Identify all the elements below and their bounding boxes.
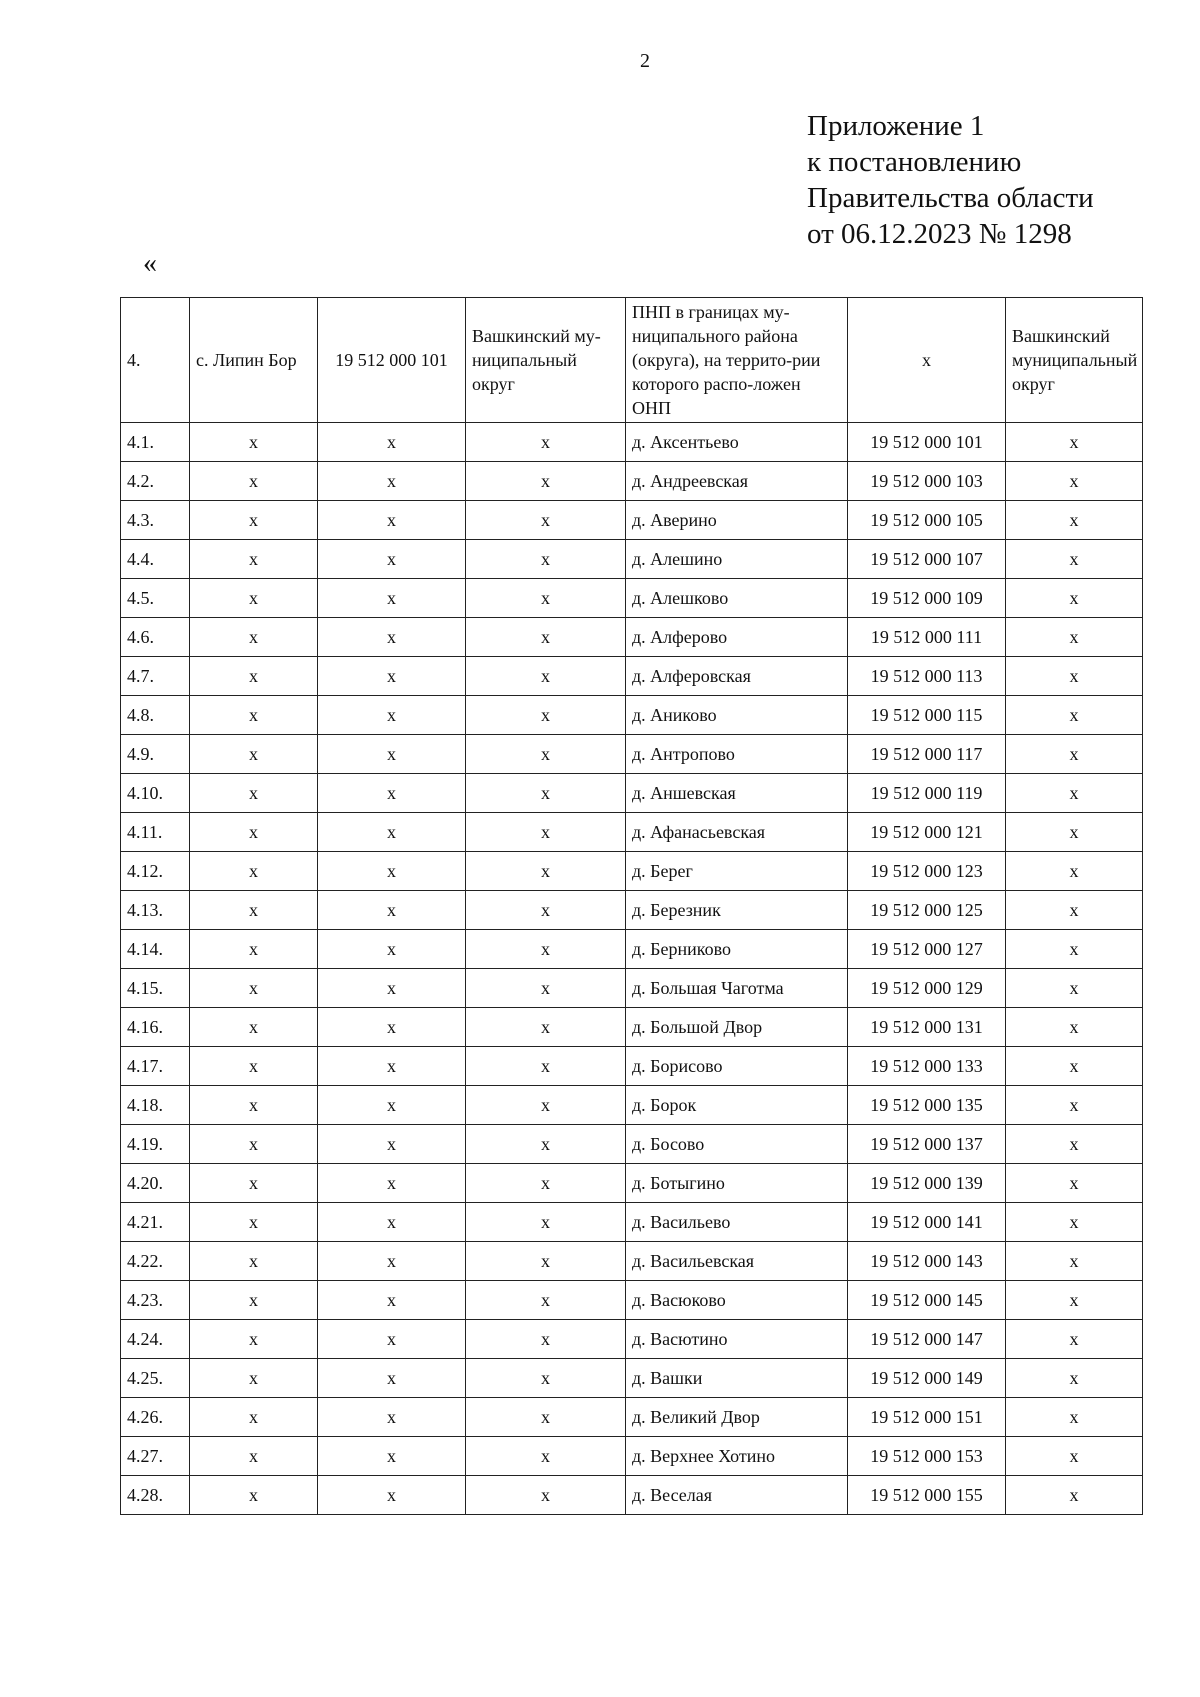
cell-x-col7: x — [1006, 423, 1143, 462]
cell-oktmo-code: 19 512 000 147 — [848, 1320, 1006, 1359]
cell-settlement-name: д. Березник — [626, 891, 848, 930]
cell-oktmo-code: 19 512 000 151 — [848, 1398, 1006, 1437]
cell-x-col3: x — [318, 735, 466, 774]
cell-settlement-name: д. Аксентьево — [626, 423, 848, 462]
cell-settlement-name: д. Большой Двор — [626, 1008, 848, 1047]
cell-x-col3: x — [318, 540, 466, 579]
cell-oktmo-code: 19 512 000 153 — [848, 1437, 1006, 1476]
appendix-heading — [807, 108, 1094, 252]
cell-settlement-name: д. Алешково — [626, 579, 848, 618]
cell-oktmo-code: 19 512 000 101 — [848, 423, 1006, 462]
appendix-line-3: Правительства области — [807, 182, 1094, 214]
cell-x-col4: x — [466, 1359, 626, 1398]
cell-settlement-name: д. Вашки — [626, 1359, 848, 1398]
cell-x-col4: x — [466, 1203, 626, 1242]
cell-x-col7: x — [1006, 1086, 1143, 1125]
cell-number: 4.10. — [121, 774, 190, 813]
cell-number: 4.2. — [121, 462, 190, 501]
table-row — [121, 1008, 1143, 1047]
table-row — [121, 618, 1143, 657]
cell-oktmo-code: 19 512 000 115 — [848, 696, 1006, 735]
table-row — [121, 930, 1143, 969]
cell-settlement-name: д. Алферовская — [626, 657, 848, 696]
cell-number: 4.1. — [121, 423, 190, 462]
cell-x-col3: x — [318, 1047, 466, 1086]
cell-settlement-name: д. Веселая — [626, 1476, 848, 1515]
cell-x-col2: x — [190, 891, 318, 930]
cell-x-col4: x — [466, 696, 626, 735]
table-row — [121, 813, 1143, 852]
cell-settlement-name: д. Берниково — [626, 930, 848, 969]
cell-x-col7: x — [1006, 501, 1143, 540]
cell-x-col7: x — [1006, 540, 1143, 579]
cell-x-col4: x — [466, 1125, 626, 1164]
cell-x-col2: x — [190, 1398, 318, 1437]
appendix-line-2: к постановлению — [807, 146, 1022, 178]
cell-number: 4.8. — [121, 696, 190, 735]
table-row — [121, 1437, 1143, 1476]
cell-number: 4.6. — [121, 618, 190, 657]
cell-x-col2: x — [190, 1047, 318, 1086]
cell-x-col7: x — [1006, 813, 1143, 852]
cell-settlement-name: д. Великий Двор — [626, 1398, 848, 1437]
cell-oktmo-code: 19 512 000 123 — [848, 852, 1006, 891]
cell-x-col2: x — [190, 1281, 318, 1320]
cell-x-col7: x — [1006, 1125, 1143, 1164]
cell-x-col3: x — [318, 1164, 466, 1203]
cell-x-col2: x — [190, 1125, 318, 1164]
cell-number: 4.23. — [121, 1281, 190, 1320]
cell-x-col3: x — [318, 696, 466, 735]
cell-x-col2: x — [190, 1359, 318, 1398]
cell-oktmo-code: 19 512 000 135 — [848, 1086, 1006, 1125]
table-row — [121, 423, 1143, 462]
cell-x-col2: x — [190, 774, 318, 813]
cell-oktmo-code: 19 512 000 119 — [848, 774, 1006, 813]
cell-x-col4: x — [466, 735, 626, 774]
cell-x-col4: x — [466, 1242, 626, 1281]
cell-x-col7: x — [1006, 735, 1143, 774]
open-quote-mark: « — [143, 248, 157, 279]
cell-x-col2: x — [190, 501, 318, 540]
cell-x-col3: x — [318, 657, 466, 696]
table-row — [121, 540, 1143, 579]
cell-settlement-name: д. Алешино — [626, 540, 848, 579]
cell-number: 4.26. — [121, 1398, 190, 1437]
cell-number: 4.11. — [121, 813, 190, 852]
cell-oktmo-code: 19 512 000 107 — [848, 540, 1006, 579]
header-cell-description: ПНП в границах му-ниципального района (округа), на террито-рии которого распо-ложен ОНП — [626, 298, 848, 423]
cell-settlement-name: д. Борок — [626, 1086, 848, 1125]
cell-x-col3: x — [318, 774, 466, 813]
cell-x-col7: x — [1006, 1242, 1143, 1281]
cell-oktmo-code: 19 512 000 131 — [848, 1008, 1006, 1047]
cell-oktmo-code: 19 512 000 111 — [848, 618, 1006, 657]
cell-x-col2: x — [190, 462, 318, 501]
cell-number: 4.16. — [121, 1008, 190, 1047]
cell-settlement-name: д. Босово — [626, 1125, 848, 1164]
cell-settlement-name: д. Васютино — [626, 1320, 848, 1359]
cell-x-col7: x — [1006, 1047, 1143, 1086]
cell-x-col4: x — [466, 618, 626, 657]
cell-x-col3: x — [318, 1320, 466, 1359]
cell-x-col4: x — [466, 540, 626, 579]
settlements-table — [120, 297, 1143, 1515]
table-row — [121, 1281, 1143, 1320]
cell-x-col7: x — [1006, 1476, 1143, 1515]
cell-settlement-name: д. Васюково — [626, 1281, 848, 1320]
cell-number: 4.9. — [121, 735, 190, 774]
cell-x-col7: x — [1006, 1164, 1143, 1203]
cell-x-col2: x — [190, 1476, 318, 1515]
cell-settlement-name: д. Васильевская — [626, 1242, 848, 1281]
cell-oktmo-code: 19 512 000 125 — [848, 891, 1006, 930]
cell-settlement-name: д. Ботыгино — [626, 1164, 848, 1203]
cell-settlement-name: д. Аниково — [626, 696, 848, 735]
cell-x-col4: x — [466, 891, 626, 930]
cell-x-col7: x — [1006, 1359, 1143, 1398]
cell-x-col2: x — [190, 852, 318, 891]
cell-number: 4.27. — [121, 1437, 190, 1476]
cell-x-col7: x — [1006, 579, 1143, 618]
cell-x-col2: x — [190, 696, 318, 735]
cell-x-col7: x — [1006, 462, 1143, 501]
cell-x-col2: x — [190, 1086, 318, 1125]
appendix-line-1: Приложение 1 — [807, 110, 985, 142]
cell-settlement-name: д. Борисово — [626, 1047, 848, 1086]
cell-number: 4.17. — [121, 1047, 190, 1086]
table-row — [121, 1359, 1143, 1398]
cell-number: 4.20. — [121, 1164, 190, 1203]
cell-x-col3: x — [318, 579, 466, 618]
cell-x-col7: x — [1006, 1203, 1143, 1242]
header-cell-district: Вашкинский му-ниципальный округ — [466, 298, 626, 423]
cell-settlement-name: д. Алферово — [626, 618, 848, 657]
table-row — [121, 1242, 1143, 1281]
cell-oktmo-code: 19 512 000 137 — [848, 1125, 1006, 1164]
cell-oktmo-code: 19 512 000 121 — [848, 813, 1006, 852]
cell-x-col3: x — [318, 501, 466, 540]
header-cell-sub-district: Вашкинский муниципальный округ — [1006, 298, 1143, 423]
cell-x-col7: x — [1006, 891, 1143, 930]
cell-x-col3: x — [318, 1437, 466, 1476]
cell-x-col7: x — [1006, 657, 1143, 696]
cell-settlement-name: д. Андреевская — [626, 462, 848, 501]
appendix-line-4: от 06.12.2023 № 1298 — [807, 218, 1072, 250]
cell-x-col3: x — [318, 969, 466, 1008]
header-cell-code: 19 512 000 101 — [318, 298, 466, 423]
cell-x-col4: x — [466, 969, 626, 1008]
cell-number: 4.15. — [121, 969, 190, 1008]
cell-x-col2: x — [190, 813, 318, 852]
cell-x-col4: x — [466, 423, 626, 462]
cell-x-col4: x — [466, 1281, 626, 1320]
cell-settlement-name: д. Верхнее Хотино — [626, 1437, 848, 1476]
cell-x-col3: x — [318, 1476, 466, 1515]
header-cell-number: 4. — [121, 298, 190, 423]
cell-settlement-name: д. Аверино — [626, 501, 848, 540]
cell-x-col7: x — [1006, 1281, 1143, 1320]
cell-oktmo-code: 19 512 000 139 — [848, 1164, 1006, 1203]
cell-number: 4.22. — [121, 1242, 190, 1281]
cell-x-col4: x — [466, 579, 626, 618]
cell-x-col3: x — [318, 1359, 466, 1398]
header-cell-name: с. Липин Бор — [190, 298, 318, 423]
cell-x-col4: x — [466, 1047, 626, 1086]
cell-oktmo-code: 19 512 000 109 — [848, 579, 1006, 618]
cell-number: 4.24. — [121, 1320, 190, 1359]
cell-x-col4: x — [466, 930, 626, 969]
cell-x-col3: x — [318, 1281, 466, 1320]
cell-number: 4.21. — [121, 1203, 190, 1242]
cell-number: 4.28. — [121, 1476, 190, 1515]
cell-x-col4: x — [466, 1476, 626, 1515]
cell-number: 4.12. — [121, 852, 190, 891]
table-row — [121, 1047, 1143, 1086]
cell-settlement-name: д. Васильево — [626, 1203, 848, 1242]
table-row — [121, 657, 1143, 696]
cell-x-col3: x — [318, 1086, 466, 1125]
header-cell-sub-code: x — [848, 298, 1006, 423]
cell-oktmo-code: 19 512 000 155 — [848, 1476, 1006, 1515]
table-row — [121, 774, 1143, 813]
cell-x-col4: x — [466, 1320, 626, 1359]
cell-x-col4: x — [466, 462, 626, 501]
cell-oktmo-code: 19 512 000 141 — [848, 1203, 1006, 1242]
cell-x-col4: x — [466, 774, 626, 813]
cell-oktmo-code: 19 512 000 129 — [848, 969, 1006, 1008]
cell-oktmo-code: 19 512 000 145 — [848, 1281, 1006, 1320]
cell-number: 4.19. — [121, 1125, 190, 1164]
page-number: 2 — [640, 50, 650, 72]
cell-x-col4: x — [466, 813, 626, 852]
table-row — [121, 735, 1143, 774]
cell-x-col7: x — [1006, 930, 1143, 969]
cell-x-col7: x — [1006, 1320, 1143, 1359]
cell-x-col2: x — [190, 1320, 318, 1359]
cell-settlement-name: д. Антропово — [626, 735, 848, 774]
table-row — [121, 1164, 1143, 1203]
cell-x-col2: x — [190, 618, 318, 657]
cell-settlement-name: д. Аншевская — [626, 774, 848, 813]
cell-number: 4.3. — [121, 501, 190, 540]
cell-oktmo-code: 19 512 000 103 — [848, 462, 1006, 501]
table-row — [121, 696, 1143, 735]
cell-number: 4.14. — [121, 930, 190, 969]
cell-x-col7: x — [1006, 1398, 1143, 1437]
cell-number: 4.7. — [121, 657, 190, 696]
cell-x-col2: x — [190, 1203, 318, 1242]
table-row — [121, 579, 1143, 618]
cell-oktmo-code: 19 512 000 133 — [848, 1047, 1006, 1086]
cell-number: 4.25. — [121, 1359, 190, 1398]
table-row — [121, 1476, 1143, 1515]
cell-x-col2: x — [190, 540, 318, 579]
table-header-row — [121, 298, 1143, 423]
table-row — [121, 891, 1143, 930]
cell-x-col2: x — [190, 1242, 318, 1281]
table-row — [121, 852, 1143, 891]
cell-oktmo-code: 19 512 000 105 — [848, 501, 1006, 540]
cell-number: 4.5. — [121, 579, 190, 618]
cell-x-col4: x — [466, 1008, 626, 1047]
cell-x-col4: x — [466, 657, 626, 696]
cell-x-col2: x — [190, 1164, 318, 1203]
cell-x-col7: x — [1006, 852, 1143, 891]
cell-x-col4: x — [466, 1398, 626, 1437]
cell-oktmo-code: 19 512 000 149 — [848, 1359, 1006, 1398]
cell-x-col3: x — [318, 1398, 466, 1437]
cell-x-col2: x — [190, 969, 318, 1008]
cell-x-col4: x — [466, 1164, 626, 1203]
cell-x-col2: x — [190, 657, 318, 696]
cell-number: 4.13. — [121, 891, 190, 930]
table-row — [121, 1125, 1143, 1164]
cell-x-col2: x — [190, 930, 318, 969]
cell-oktmo-code: 19 512 000 127 — [848, 930, 1006, 969]
table-row — [121, 1398, 1143, 1437]
cell-settlement-name: д. Берег — [626, 852, 848, 891]
table-row — [121, 462, 1143, 501]
cell-x-col7: x — [1006, 618, 1143, 657]
cell-x-col3: x — [318, 1242, 466, 1281]
cell-x-col2: x — [190, 579, 318, 618]
cell-oktmo-code: 19 512 000 113 — [848, 657, 1006, 696]
cell-x-col3: x — [318, 462, 466, 501]
cell-x-col7: x — [1006, 1437, 1143, 1476]
cell-x-col7: x — [1006, 969, 1143, 1008]
cell-x-col4: x — [466, 1086, 626, 1125]
cell-x-col7: x — [1006, 774, 1143, 813]
cell-x-col2: x — [190, 735, 318, 774]
table-row — [121, 969, 1143, 1008]
cell-x-col4: x — [466, 1437, 626, 1476]
table-row — [121, 1086, 1143, 1125]
cell-x-col2: x — [190, 423, 318, 462]
cell-x-col3: x — [318, 423, 466, 462]
cell-oktmo-code: 19 512 000 117 — [848, 735, 1006, 774]
cell-number: 4.18. — [121, 1086, 190, 1125]
cell-x-col2: x — [190, 1437, 318, 1476]
cell-x-col7: x — [1006, 696, 1143, 735]
table-row — [121, 1203, 1143, 1242]
cell-x-col3: x — [318, 930, 466, 969]
cell-x-col3: x — [318, 1203, 466, 1242]
cell-settlement-name: д. Большая Чаготма — [626, 969, 848, 1008]
cell-number: 4.4. — [121, 540, 190, 579]
cell-x-col3: x — [318, 813, 466, 852]
cell-x-col4: x — [466, 852, 626, 891]
cell-x-col2: x — [190, 1008, 318, 1047]
cell-oktmo-code: 19 512 000 143 — [848, 1242, 1006, 1281]
cell-x-col3: x — [318, 852, 466, 891]
cell-x-col3: x — [318, 1008, 466, 1047]
cell-x-col3: x — [318, 618, 466, 657]
cell-x-col3: x — [318, 891, 466, 930]
cell-x-col3: x — [318, 1125, 466, 1164]
table-row — [121, 501, 1143, 540]
table-row — [121, 1320, 1143, 1359]
cell-x-col4: x — [466, 501, 626, 540]
cell-x-col7: x — [1006, 1008, 1143, 1047]
cell-settlement-name: д. Афанасьевская — [626, 813, 848, 852]
